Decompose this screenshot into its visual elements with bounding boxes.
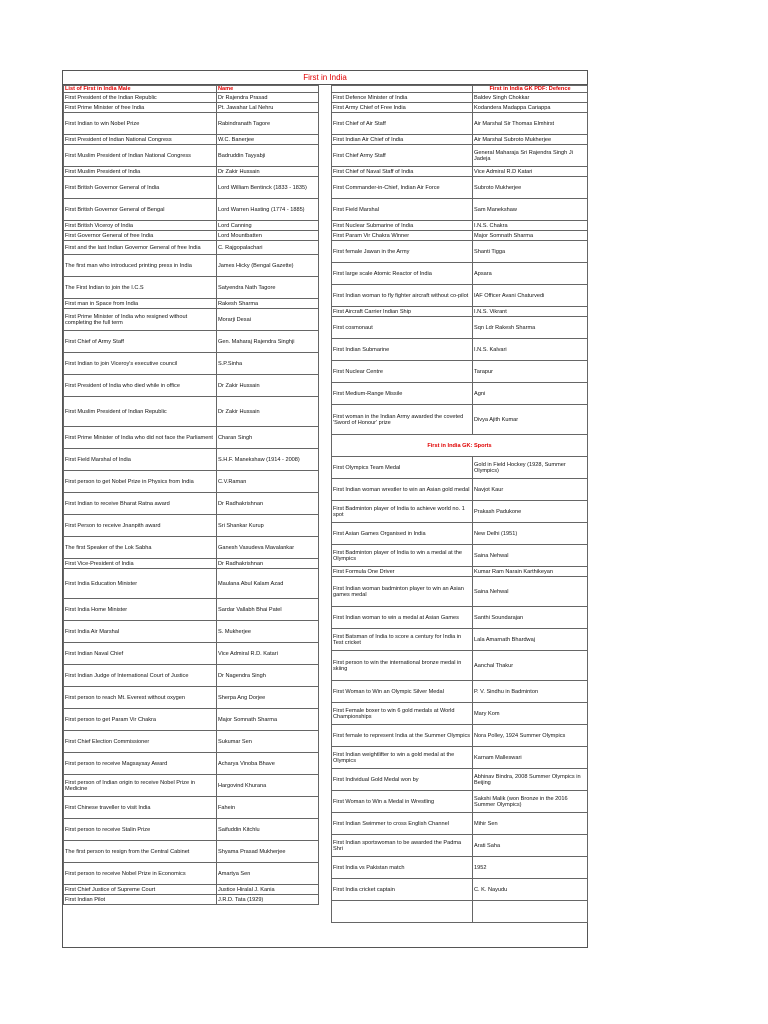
defence-category-cell: First Param Vir Chakra Winner xyxy=(332,231,473,241)
left-table-name-cell: J.R.D. Tata (1929) xyxy=(217,895,319,905)
left-table-name-cell: Morarji Desai xyxy=(217,309,319,331)
left-table-category-cell: First Chinese traveller to visit India xyxy=(64,797,217,819)
left-table-name-cell: Dr Zakir Hussain xyxy=(217,397,319,427)
left-table-row xyxy=(64,331,319,353)
defence-row xyxy=(332,317,588,339)
left-table-name-cell: Rabindranath Tagore xyxy=(217,113,319,135)
left-table-row xyxy=(64,167,319,177)
left-table-name-cell: Rakesh Sharma xyxy=(217,299,319,309)
defence-name-cell: IAF Officer Avani Chaturvedi xyxy=(473,285,588,307)
empty-row xyxy=(332,901,588,923)
spreadsheet xyxy=(62,70,588,948)
right-table-body xyxy=(332,86,588,923)
left-table-row xyxy=(64,709,319,731)
left-table-row xyxy=(64,569,319,599)
left-table-row xyxy=(64,449,319,471)
left-table-category-cell: First Indian Judge of International Court of Justice xyxy=(64,665,217,687)
left-table-name-cell: Dr Rajendra Prasad xyxy=(217,93,319,103)
left-table-name-cell: Amartya Sen xyxy=(217,863,319,885)
page-title: First in India xyxy=(63,71,587,85)
sports-row xyxy=(332,813,588,835)
defence-row xyxy=(332,145,588,167)
left-table-row xyxy=(64,537,319,559)
sports-category-cell: First Badminton player of India to win a medal at the Olympics xyxy=(332,545,473,567)
left-table-row xyxy=(64,895,319,905)
left-table-name-cell: Shyama Prasad Mukherjee xyxy=(217,841,319,863)
left-table xyxy=(63,85,319,905)
sports-category-cell: First Indian woman badminton player to win an Asian games medal xyxy=(332,577,473,607)
left-table-name-cell: Maulana Abul Kalam Azad xyxy=(217,569,319,599)
left-table-name-cell: Badruddin Tayyabji xyxy=(217,145,319,167)
sports-category-cell: First Indian weightlifter to win a gold medal at the Olympics xyxy=(332,747,473,769)
left-table-category-cell: The first person to resign from the Central Cabinet xyxy=(64,841,217,863)
sports-category-cell: First India vs Pakistan match xyxy=(332,857,473,879)
sports-category-cell: First Woman to Win an Olympic Silver Medal xyxy=(332,681,473,703)
defence-header-blank xyxy=(332,86,473,93)
sports-name-cell: Aanchal Thakur xyxy=(473,651,588,681)
left-table-row xyxy=(64,599,319,621)
left-table-category-cell: First India Education Minister xyxy=(64,569,217,599)
sports-name-cell: Gold in Field Hockey (1928, Summer Olympics) xyxy=(473,457,588,479)
left-table-name-cell: Hargovind Khurana xyxy=(217,775,319,797)
sports-name-cell: C. K. Nayudu xyxy=(473,879,588,901)
defence-row xyxy=(332,199,588,221)
defence-row xyxy=(332,231,588,241)
sports-category-cell: First Batsman of India to score a century for India in Test cricket xyxy=(332,629,473,651)
sports-row xyxy=(332,879,588,901)
left-table-name-cell: S.P.Sinha xyxy=(217,353,319,375)
defence-name-cell: I.N.S. Kalvari xyxy=(473,339,588,361)
defence-name-cell: I.N.S. Vikrant xyxy=(473,307,588,317)
defence-category-cell: First Medium-Range Missile xyxy=(332,383,473,405)
left-table-name-cell: Sardar Vallabh Bhai Patel xyxy=(217,599,319,621)
left-table-category-cell: First Person to receive Jnanpith award xyxy=(64,515,217,537)
sports-category-cell: First Woman to Win a Medal in Wrestling xyxy=(332,791,473,813)
defence-heading: First in India GK PDF: Defence xyxy=(473,86,588,93)
left-table-category-cell: The first Speaker of the Lok Sabha xyxy=(64,537,217,559)
left-table-row xyxy=(64,471,319,493)
left-table-name-cell: Sukumar Sen xyxy=(217,731,319,753)
left-table-name-cell: W.C. Banerjee xyxy=(217,135,319,145)
sports-category-cell: First Indian sportswoman to be awarded the Padma Shri xyxy=(332,835,473,857)
left-table-row xyxy=(64,753,319,775)
defence-row xyxy=(332,177,588,199)
defence-category-cell: First large scale Atomic Reactor of India xyxy=(332,263,473,285)
left-table-row xyxy=(64,841,319,863)
defence-name-cell: Air Marshal Subroto Mukherjee xyxy=(473,135,588,145)
left-table-row xyxy=(64,687,319,709)
left-table-name-cell: James Hicky (Bengal Gazette) xyxy=(217,255,319,277)
left-table-category-cell: First person to get Param Vir Chakra xyxy=(64,709,217,731)
defence-category-cell: First Commander-in-Chief, Indian Air Force xyxy=(332,177,473,199)
defence-category-cell: First Field Marshal xyxy=(332,199,473,221)
left-table-body xyxy=(64,86,319,905)
sports-category-cell: First Asian Games Organised in India xyxy=(332,523,473,545)
sports-category-cell: First Female boxer to win 6 gold medals at World Championships xyxy=(332,703,473,725)
sports-row xyxy=(332,479,588,501)
left-table-name-cell: Ganesh Vasudeva Mavalankar xyxy=(217,537,319,559)
sports-category-cell: First Indian Swimmer to cross English Channel xyxy=(332,813,473,835)
sports-row xyxy=(332,457,588,479)
defence-name-cell: Tarapur xyxy=(473,361,588,383)
defence-category-cell: First cosmonaut xyxy=(332,317,473,339)
defence-name-cell: Shanti Tigga xyxy=(473,241,588,263)
defence-category-cell: First Chief of Naval Staff of India xyxy=(332,167,473,177)
sports-name-cell: Arati Saha xyxy=(473,835,588,857)
left-table-row xyxy=(64,797,319,819)
defence-category-cell: First Army Chief of Free India xyxy=(332,103,473,113)
left-table-row xyxy=(64,93,319,103)
left-table-category-cell: First person to receive Magsaysay Award xyxy=(64,753,217,775)
empty-cell xyxy=(332,901,473,923)
left-table-row xyxy=(64,145,319,167)
sports-name-cell: P. V. Sindhu in Badminton xyxy=(473,681,588,703)
left-header-name: Name xyxy=(217,86,319,93)
left-table-category-cell: First Indian Pilot xyxy=(64,895,217,905)
left-table-category-cell: First British Governor General of Bengal xyxy=(64,199,217,221)
left-table-category-cell: First person to reach Mt. Everest without oxygen xyxy=(64,687,217,709)
defence-name-cell: Major Somnath Sharma xyxy=(473,231,588,241)
sports-row xyxy=(332,857,588,879)
left-table-row xyxy=(64,199,319,221)
defence-category-cell: First Chief Army Staff xyxy=(332,145,473,167)
defence-name-cell: Subroto Mukherjee xyxy=(473,177,588,199)
left-table-category-cell: First Chief Election Commissioner xyxy=(64,731,217,753)
left-table-row xyxy=(64,885,319,895)
sports-name-cell: Saina Nehwal xyxy=(473,545,588,567)
left-table-name-cell: Major Somnath Sharma xyxy=(217,709,319,731)
sports-name-cell: Mihir Sen xyxy=(473,813,588,835)
left-table-row xyxy=(64,135,319,145)
left-table-row xyxy=(64,277,319,299)
sports-name-cell: Abhinav Bindra, 2008 Summer Olympics in Beijing xyxy=(473,769,588,791)
defence-row xyxy=(332,263,588,285)
sports-row xyxy=(332,523,588,545)
left-table-row xyxy=(64,309,319,331)
left-table-name-cell: Dr Nagendra Singh xyxy=(217,665,319,687)
left-table-category-cell: First Prime Minister of India who resigned without completing the full term xyxy=(64,309,217,331)
left-table-category-cell: First man in Space from India xyxy=(64,299,217,309)
defence-category-cell: First Indian Air Chief of India xyxy=(332,135,473,145)
sports-category-cell: First Olympics Team Medal xyxy=(332,457,473,479)
left-table-category-cell: First Vice-President of India xyxy=(64,559,217,569)
sports-name-cell: New Delhi (1951) xyxy=(473,523,588,545)
sports-name-cell: Sakshi Malik (won Bronze in the 2016 Summer Olympics) xyxy=(473,791,588,813)
left-table-category-cell: First Muslim President of Indian Republic xyxy=(64,397,217,427)
left-table-name-cell: Lord Mountbatten xyxy=(217,231,319,241)
sports-category-cell: First Formula One Driver xyxy=(332,567,473,577)
sports-name-cell: Prakash Padukone xyxy=(473,501,588,523)
defence-category-cell: First Defence Minister of India xyxy=(332,93,473,103)
left-table-row xyxy=(64,231,319,241)
sports-row xyxy=(332,747,588,769)
left-table-row xyxy=(64,819,319,841)
sports-category-cell: First Badminton player of India to achieve world no. 1 spot xyxy=(332,501,473,523)
sports-name-cell: 1952 xyxy=(473,857,588,879)
defence-name-cell: Vice Admiral R.D Katari xyxy=(473,167,588,177)
defence-row xyxy=(332,221,588,231)
defence-name-cell: Sqn Ldr Rakesh Sharma xyxy=(473,317,588,339)
defence-category-cell: First woman in the Indian Army awarded the coveted 'Sword of Honour' prize xyxy=(332,405,473,435)
left-table-name-cell: S.H.F. Manekshaw (1914 - 2008) xyxy=(217,449,319,471)
left-table-category-cell: First President of India who died while in office xyxy=(64,375,217,397)
sports-name-cell: Lala Amarnath Bhardwaj xyxy=(473,629,588,651)
left-table-name-cell: Dr Radhakrishnan xyxy=(217,493,319,515)
left-table-row xyxy=(64,559,319,569)
left-table-category-cell: First Chief of Army Staff xyxy=(64,331,217,353)
defence-name-cell: Air Marshal Sir Thomas Elmhirst xyxy=(473,113,588,135)
sports-heading: First in India GK: Sports xyxy=(332,435,588,457)
defence-name-cell: General Maharaja Sri Rajendra Singh Ji Jadeja xyxy=(473,145,588,167)
left-table-category-cell: First Muslim President of Indian National Congress xyxy=(64,145,217,167)
left-table-category-cell: First and the last Indian Governor General of free India xyxy=(64,241,217,255)
defence-name-cell: Divya Ajith Kumar xyxy=(473,405,588,435)
left-table-name-cell: Acharya Vinoba Bhave xyxy=(217,753,319,775)
defence-category-cell: First Aircraft Carrier Indian Ship xyxy=(332,307,473,317)
left-table-row xyxy=(64,375,319,397)
defence-header-row xyxy=(332,86,588,93)
left-table-name-cell: Dr Zakir Hussain xyxy=(217,167,319,177)
left-table-row xyxy=(64,427,319,449)
left-table-row xyxy=(64,255,319,277)
left-table-name-cell: C. Rajgopalachari xyxy=(217,241,319,255)
sports-category-cell: First Individual Gold Medal won by xyxy=(332,769,473,791)
defence-row xyxy=(332,383,588,405)
left-table-row xyxy=(64,515,319,537)
sports-name-cell: Karnam Malleswari xyxy=(473,747,588,769)
defence-name-cell: Kodandera Madappa Cariappa xyxy=(473,103,588,113)
left-table-name-cell: Pt. Jawahar Lal Nehru xyxy=(217,103,319,113)
defence-name-cell: Baldev Singh Chokkar xyxy=(473,93,588,103)
sports-row xyxy=(332,835,588,857)
left-table-name-cell: Sri Shankar Kurup xyxy=(217,515,319,537)
left-table-category-cell: First Prime Minister of free India xyxy=(64,103,217,113)
left-table-name-cell: Gen. Maharaj Rajendra Singhji xyxy=(217,331,319,353)
defence-row xyxy=(332,405,588,435)
left-table-name-cell: Lord Warren Hasting (1774 - 1885) xyxy=(217,199,319,221)
left-table-row xyxy=(64,221,319,231)
defence-category-cell: First Nuclear Centre xyxy=(332,361,473,383)
left-table-category-cell: First India Home Minister xyxy=(64,599,217,621)
empty-cell xyxy=(473,901,588,923)
defence-name-cell: I.N.S. Chakra xyxy=(473,221,588,231)
left-table-category-cell: First Indian to receive Bharat Ratna award xyxy=(64,493,217,515)
defence-name-cell: Agni xyxy=(473,383,588,405)
defence-name-cell: Sam Manekshaw xyxy=(473,199,588,221)
sports-section-row xyxy=(332,435,588,457)
sports-name-cell: Saina Nehwal xyxy=(473,577,588,607)
left-table-category-cell: First Prime Minister of India who did not face the Parliament xyxy=(64,427,217,449)
defence-row xyxy=(332,241,588,263)
defence-category-cell: First female Jawan in the Army xyxy=(332,241,473,263)
defence-row xyxy=(332,135,588,145)
sports-category-cell: First India cricket captain xyxy=(332,879,473,901)
left-table-category-cell: First British Viceroy of India xyxy=(64,221,217,231)
defence-category-cell: First Chief of Air Staff xyxy=(332,113,473,135)
left-table-name-cell: Sherpa Ang Dorjee xyxy=(217,687,319,709)
left-table-category-cell: First India Air Marshal xyxy=(64,621,217,643)
sports-row xyxy=(332,501,588,523)
defence-row xyxy=(332,285,588,307)
left-table-row xyxy=(64,397,319,427)
left-table-name-cell: Lord William Bentinck (1833 - 1835) xyxy=(217,177,319,199)
right-table xyxy=(331,85,588,923)
left-table-category-cell: First person to receive Stalin Prize xyxy=(64,819,217,841)
sports-row xyxy=(332,725,588,747)
sports-name-cell: Santhi Soundarajan xyxy=(473,607,588,629)
sports-row xyxy=(332,567,588,577)
sports-row xyxy=(332,651,588,681)
sports-row xyxy=(332,545,588,567)
left-table-row xyxy=(64,665,319,687)
left-table-name-cell: Justice Hiralal J. Kania xyxy=(217,885,319,895)
left-table-row xyxy=(64,113,319,135)
sports-category-cell: First person to win the international bronze medal in skiing xyxy=(332,651,473,681)
left-table-category-cell: First British Governor General of India xyxy=(64,177,217,199)
left-table-row xyxy=(64,621,319,643)
left-table-category-cell: First Indian to join Viceroy's executive council xyxy=(64,353,217,375)
left-table-row xyxy=(64,863,319,885)
sports-name-cell: Kumar Ram Narain Karthikeyan xyxy=(473,567,588,577)
defence-row xyxy=(332,339,588,361)
sports-category-cell: First Indian woman wrestler to win an Asian gold medal xyxy=(332,479,473,501)
left-table-category-cell: First President of Indian National Congress xyxy=(64,135,217,145)
left-table-name-cell: Fahein xyxy=(217,797,319,819)
sports-row xyxy=(332,703,588,725)
left-table-category-cell: First Muslim President of India xyxy=(64,167,217,177)
sports-name-cell: Mary Kom xyxy=(473,703,588,725)
defence-name-cell: Apsara xyxy=(473,263,588,285)
sports-row xyxy=(332,607,588,629)
left-table-name-cell: S. Mukherjee xyxy=(217,621,319,643)
left-table-row xyxy=(64,103,319,113)
left-header-category: List of First in India Male xyxy=(64,86,217,93)
sports-name-cell: Nora Polley, 1924 Summer Olympics xyxy=(473,725,588,747)
defence-row xyxy=(332,93,588,103)
defence-row xyxy=(332,361,588,383)
left-table-category-cell: The first man who introduced printing press in India xyxy=(64,255,217,277)
left-table-name-cell: Lord Canning xyxy=(217,221,319,231)
defence-row xyxy=(332,113,588,135)
left-header-row xyxy=(64,86,319,93)
sports-row xyxy=(332,681,588,703)
defence-row xyxy=(332,103,588,113)
defence-category-cell: First Indian woman to fly fighter aircraft without co-pilot xyxy=(332,285,473,307)
defence-row xyxy=(332,167,588,177)
left-table-row xyxy=(64,643,319,665)
left-table-name-cell: Saifuddin Kitchlu xyxy=(217,819,319,841)
left-table-category-cell: First Indian to win Nobel Prize xyxy=(64,113,217,135)
left-table-name-cell: Vice Admiral R.D. Katari xyxy=(217,643,319,665)
left-table-category-cell: First person to get Nobel Prize in Physics from India xyxy=(64,471,217,493)
left-table-row xyxy=(64,775,319,797)
defence-row xyxy=(332,307,588,317)
left-table-category-cell: First person of Indian origin to receive Nobel Prize in Medicine xyxy=(64,775,217,797)
left-table-row xyxy=(64,299,319,309)
left-table-row xyxy=(64,731,319,753)
left-table-category-cell: First Governor General of free India xyxy=(64,231,217,241)
left-table-category-cell: The First Indian to join the I.C.S xyxy=(64,277,217,299)
sports-name-cell: Navjot Kaur xyxy=(473,479,588,501)
sports-row xyxy=(332,577,588,607)
left-table-row xyxy=(64,241,319,255)
left-table-name-cell: Dr Radhakrishnan xyxy=(217,559,319,569)
left-table-category-cell: First person to receive Nobel Prize in Economics xyxy=(64,863,217,885)
left-table-category-cell: First Indian Naval Chief xyxy=(64,643,217,665)
sports-row xyxy=(332,791,588,813)
sports-category-cell: First female to represent India at the Summer Olympics xyxy=(332,725,473,747)
sports-row xyxy=(332,769,588,791)
sports-category-cell: First Indian woman to win a medal at Asian Games xyxy=(332,607,473,629)
left-table-category-cell: First Field Marshal of India xyxy=(64,449,217,471)
left-table-name-cell: Satyendra Nath Tagore xyxy=(217,277,319,299)
left-table-row xyxy=(64,493,319,515)
defence-category-cell: First Nuclear Submarine of India xyxy=(332,221,473,231)
left-table-name-cell: C.V.Raman xyxy=(217,471,319,493)
left-table-category-cell: First President of the Indian Republic xyxy=(64,93,217,103)
left-table-category-cell: First Chief Justice of Supreme Court xyxy=(64,885,217,895)
left-table-name-cell: Charan Singh xyxy=(217,427,319,449)
defence-category-cell: First Indian Submarine xyxy=(332,339,473,361)
left-table-row xyxy=(64,353,319,375)
left-table-row xyxy=(64,177,319,199)
left-table-name-cell: Dr Zakir Hussain xyxy=(217,375,319,397)
sports-row xyxy=(332,629,588,651)
